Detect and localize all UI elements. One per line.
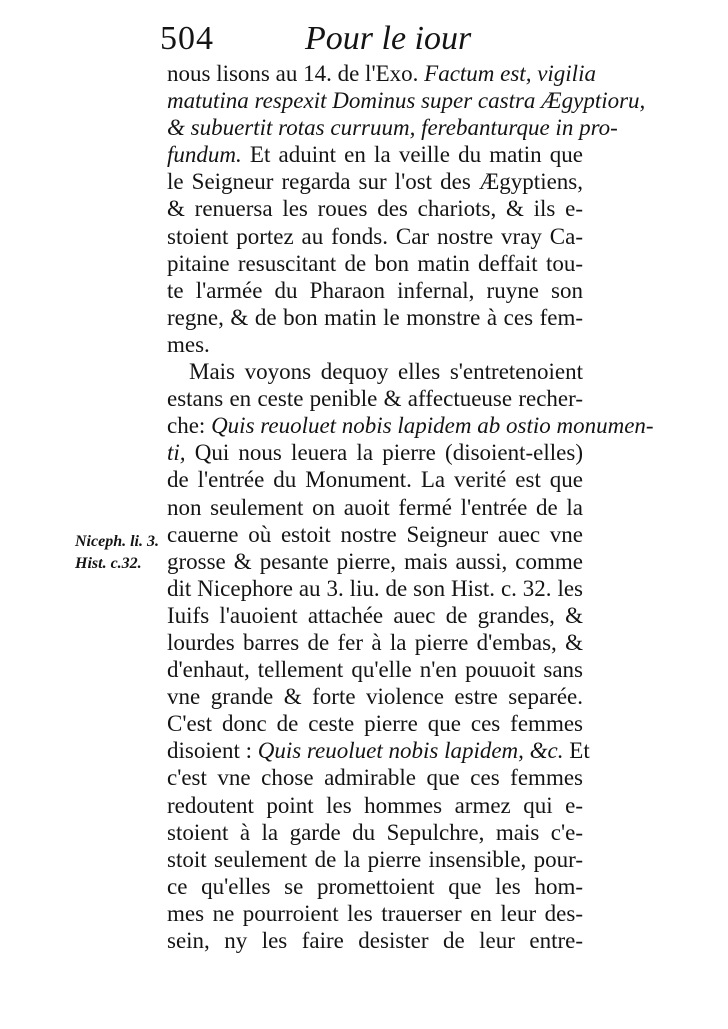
text-line bbox=[167, 223, 583, 250]
text-line bbox=[167, 521, 583, 548]
latin-quotation: Quis reuoluet nobis lapidem, &c. bbox=[257, 738, 564, 764]
text-segment: Qui nous leuera la pierre (disoient-elles) bbox=[185, 440, 583, 466]
text-segment: regne, & de bon matin le monstre à ces fem- bbox=[167, 304, 583, 330]
margin-note-line: Niceph. li. 3. bbox=[75, 533, 159, 550]
text-segment: stoient portez au fonds. Car nostre vray Ca- bbox=[167, 223, 583, 249]
text-segment: stoit seulement de la pierre insensible, pour- bbox=[167, 846, 583, 872]
text-line bbox=[167, 412, 654, 439]
text-line bbox=[167, 710, 583, 737]
body-text bbox=[167, 60, 654, 954]
text-segment: redoutent point les hommes armez qui e- bbox=[167, 792, 583, 818]
page-number: 504 bbox=[160, 20, 214, 57]
text-segment: ce qu'elles se promettoient que les hom- bbox=[167, 873, 583, 899]
text-segment: d'enhaut, tellement qu'elle n'en pouuoit sans bbox=[167, 657, 583, 683]
text-segment: mes ne pourroient les trauerser en leur des- bbox=[167, 900, 583, 926]
text-segment: cauerne où estoit nostre Seigneur auec vne bbox=[167, 521, 583, 547]
text-segment: lourdes barres de fer à la pierre d'embas, & bbox=[167, 629, 583, 655]
text-segment: Et aduint en la veille du matin que bbox=[241, 142, 583, 168]
text-line bbox=[167, 168, 583, 195]
text-segment: c'est vne chose admirable que ces femmes bbox=[167, 765, 583, 791]
text-segment: mes. bbox=[167, 331, 210, 357]
text-segment: Et bbox=[563, 738, 590, 764]
text-line bbox=[167, 792, 583, 819]
text-segment: C'est donc de ceste pierre que ces femmes bbox=[167, 711, 583, 737]
text-segment: de l'entrée du Monument. La verité est que bbox=[167, 467, 583, 493]
text-line bbox=[167, 358, 583, 385]
text-segment: che: bbox=[167, 413, 212, 439]
text-line bbox=[167, 195, 583, 222]
text-segment: vne grande & forte violence estre separée. bbox=[167, 684, 583, 710]
text-line bbox=[167, 304, 583, 331]
latin-quotation: Quis reuoluet nobis lapidem ab ostio monumen- bbox=[211, 413, 654, 439]
text-line bbox=[167, 141, 583, 168]
latin-quotation: Factum est, vigilia bbox=[424, 61, 596, 86]
text-line bbox=[167, 629, 583, 656]
text-line bbox=[167, 385, 583, 412]
latin-quotation: matutina respexit Dominus super castra Ægyptioru, bbox=[167, 88, 646, 114]
text-line bbox=[167, 87, 646, 114]
latin-quotation: ti, bbox=[167, 440, 186, 466]
text-line bbox=[167, 900, 583, 927]
text-line bbox=[167, 602, 583, 629]
text-line bbox=[167, 277, 583, 304]
text-segment: sein, ny les faire desister de leur entre- bbox=[167, 928, 583, 953]
text-segment: dit Nicephore au 3. liu. de son Hist. c. 32. les bbox=[167, 575, 583, 601]
text-segment: nous lisons au 14. de l'Exo. bbox=[167, 61, 425, 86]
text-segment: le Seigneur regarda sur l'ost des Ægyptiens, bbox=[167, 169, 583, 195]
latin-quotation: & subuertit rotas curruum, ferebanturque in pro- bbox=[167, 115, 618, 141]
text-line bbox=[167, 331, 583, 358]
text-line bbox=[167, 846, 583, 873]
text-segment: estans en ceste penible & affectueuse recher- bbox=[167, 386, 583, 412]
text-line bbox=[167, 439, 583, 466]
text-line bbox=[167, 494, 583, 521]
margin-note bbox=[75, 531, 167, 575]
text-segment: pitaine resuscitant de bon matin deffait tou- bbox=[167, 250, 583, 276]
text-line bbox=[167, 114, 618, 141]
text-line bbox=[167, 575, 583, 602]
text-line bbox=[167, 737, 590, 764]
text-segment: Mais voyons dequoy elles s'entretenoient bbox=[189, 359, 583, 385]
text-line bbox=[167, 250, 583, 277]
text-segment: Iuifs l'auoient attachée auec de grandes, & bbox=[167, 602, 583, 628]
text-segment: stoient à la garde du Sepulchre, mais c'e- bbox=[167, 819, 583, 845]
running-title: Pour le iour bbox=[305, 20, 472, 57]
text-line bbox=[167, 873, 583, 900]
text-line bbox=[167, 764, 583, 791]
text-segment: non seulement on auoit fermé l'entrée de la bbox=[167, 494, 583, 520]
text-segment: & renuersa les roues des chariots, & ils e- bbox=[167, 196, 583, 222]
text-line bbox=[167, 60, 596, 87]
text-line bbox=[167, 548, 583, 575]
margin-note-line: Hist. c.32. bbox=[75, 555, 142, 572]
text-line bbox=[167, 819, 583, 846]
text-segment: disoient : bbox=[167, 738, 258, 764]
text-segment: grosse & pesante pierre, mais aussi, comme bbox=[167, 548, 583, 574]
text-line bbox=[167, 656, 583, 683]
text-line bbox=[167, 927, 583, 954]
text-line bbox=[167, 683, 583, 710]
latin-quotation: fundum. bbox=[167, 142, 242, 168]
text-segment: te l'armée du Pharaon infernal, ruyne son bbox=[167, 277, 583, 303]
text-line bbox=[167, 466, 583, 493]
